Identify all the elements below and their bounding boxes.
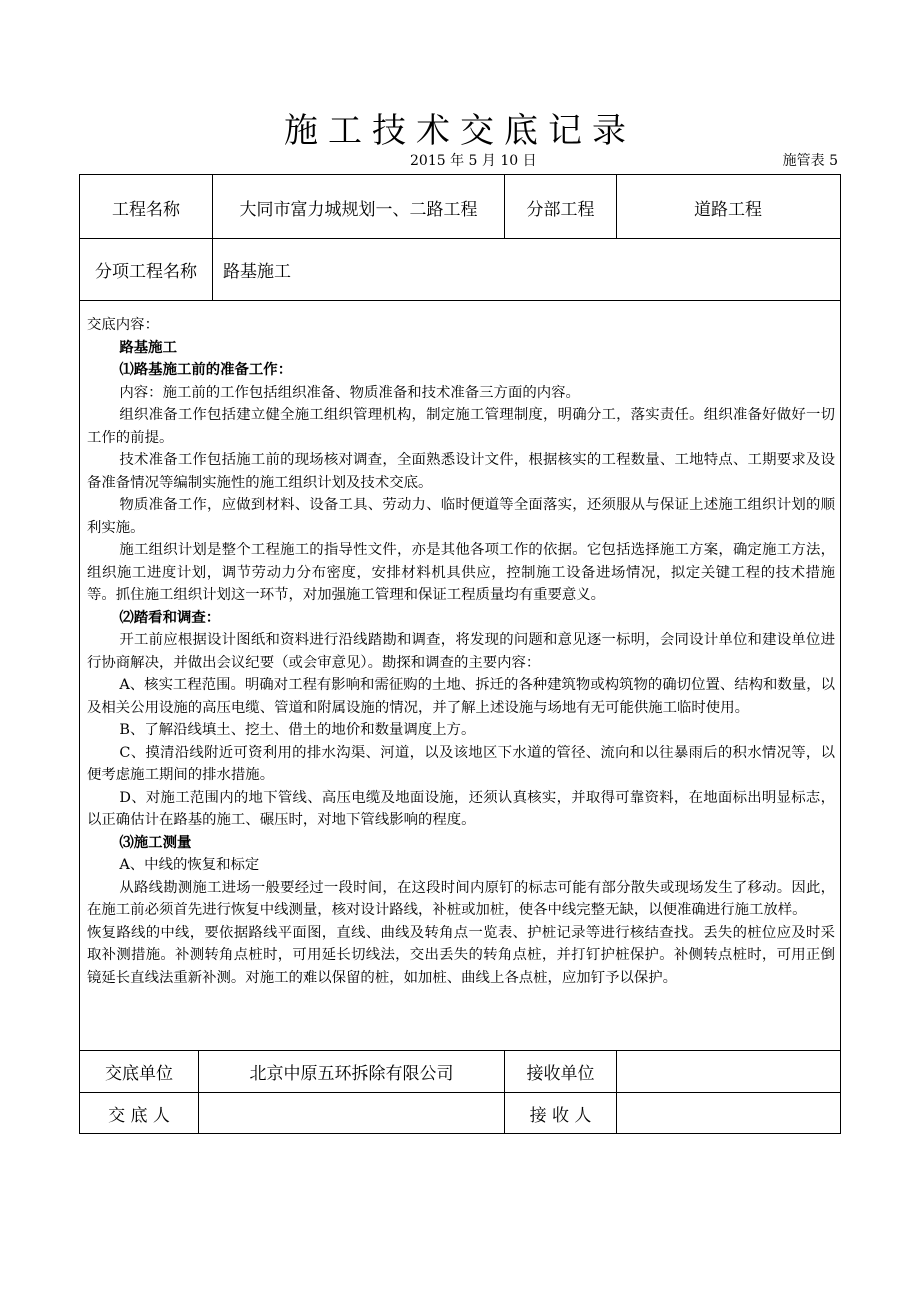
project-name-value: 大同市富力城规划一、二路工程 bbox=[239, 199, 478, 220]
issuer-value bbox=[199, 1093, 504, 1133]
briefing-content bbox=[87, 314, 835, 989]
content-paragraph: D、对施工范围内的地下管线、高压电缆及地面设施，还须认真核实，并取得可靠资料，在地面标出明显标志，以正确估计在路基的施工、碾压时，对地下管线影响的程度。 bbox=[87, 789, 835, 828]
content-paragraph: 内容：施工前的工作包括组织准备、物质准备和技术准备三方面的内容。 bbox=[119, 384, 580, 401]
receiver-value bbox=[617, 1093, 839, 1133]
section-heading: ⑵踏看和调查： bbox=[119, 608, 221, 626]
subitem-value: 路基施工 bbox=[223, 262, 291, 282]
content-paragraph: 恢复路线的中线，要依据路线平面图，直线、曲线及转角点一览表、护桩记录等进行核结查找。丢失的桩位应及时采取补测措施。补测转角点桩时，可用延长切线法，交出丢失的转角点桩，并打钉护桩保护。补侧转点桩时，可用正倒镜延长直线法重新补测。对施工的难以保留的桩，如加桩、曲线上各点桩，应加钉予以保护。 bbox=[87, 924, 835, 986]
document-title: 施工技术交底记录 bbox=[284, 111, 636, 151]
form-number: 施管表 5 bbox=[782, 153, 838, 169]
subitem-label: 分项工程名称 bbox=[95, 262, 197, 282]
issuer-unit-value: 北京中原五环拆除有限公司 bbox=[249, 1064, 454, 1084]
section-heading: ⑶施工测量 bbox=[119, 833, 192, 851]
content-paragraph: 从路线勘测施工进场一般要经过一段时间，在这段时间内原钉的标志可能有部分散失或现场发生了移动。因此，在施工前必须首先进行恢复中线测量，核对设计路线，补桩或加桩，使各中线完整无缺，以便准确进行施工放样。 bbox=[87, 879, 835, 918]
receiver-unit-value bbox=[617, 1051, 839, 1092]
content-paragraph: 施工组织计划是整个工程施工的指导性文件，亦是其他各项工作的依据。它包括选择施工方案，确定施工方法，组织施工进度计划，调节劳动力分布密度，安排材料机具供应，控制施工设备进场情况，拟定关键工程的技术措施等。抓住施工组织计划这一环节，对加强施工管理和保证工程质量均有重要意义。 bbox=[87, 542, 835, 603]
division-value: 道路工程 bbox=[694, 199, 762, 220]
project-name-label: 工程名称 bbox=[112, 199, 180, 220]
receiver-label: 接 收 人 bbox=[529, 1105, 592, 1126]
issuer-unit-label: 交底单位 bbox=[105, 1064, 173, 1084]
issuer-label: 交 底 人 bbox=[108, 1105, 170, 1126]
content-paragraph: A、核实工程范围。明确对工程有影响和需征购的土地、拆迁的各种建筑物或构筑物的确切位置、结构和数量，以及相关公用设施的高压电缆、管道和附属设施的情况，并了解上述设施与场地有无可能供施工临时使用。 bbox=[87, 677, 835, 716]
content-paragraph: C、摸清沿线附近可资利用的排水沟渠、河道，以及该地区下水道的管径、流向和以往暴雨后的积水情况等，以便考虑施工期间的排水措施。 bbox=[87, 744, 835, 783]
content-paragraph: A、中线的恢复和标定 bbox=[119, 857, 260, 873]
content-paragraph: B、了解沿线填土、挖土、借土的地价和数量调度上方。 bbox=[119, 722, 476, 738]
receiver-unit-label: 接收单位 bbox=[526, 1064, 595, 1084]
content-paragraph: 技术准备工作包括施工前的现场核对调查，全面熟悉设计文件，根据核实的工程数量、工地特点、工期要求及设备准备情况等编制实施性的施工组织计划及技术交底。 bbox=[87, 452, 835, 491]
document-date: 2015 年 5 月 10 日 bbox=[410, 153, 537, 169]
content-paragraph: 开工前应根据设计图纸和资料进行沿线踏勘和调查，将发现的问题和意见逐一标明，会同设计单位和建设单位进行协商解决，并做出会议纪要（或会审意见）。勘探和调查的主要内容： bbox=[87, 632, 835, 671]
content-intro: 交底内容： bbox=[87, 317, 159, 333]
division-label: 分部工程 bbox=[526, 199, 595, 220]
content-paragraph: 物质准备工作，应做到材料、设备工具、劳动力、临时便道等全面落实，还须服从与保证上述施工组织计划的顺利实施。 bbox=[87, 497, 835, 536]
content-paragraph: 组织准备工作包括建立健全施工组织管理机构，制定施工管理制度，明确分工，落实责任。组织准备好做好一切工作的前提。 bbox=[87, 407, 835, 446]
row-divider bbox=[79, 300, 841, 301]
content-heading: 路基施工 bbox=[119, 338, 177, 356]
section-heading: ⑴路基施工前的准备工作： bbox=[119, 361, 293, 378]
